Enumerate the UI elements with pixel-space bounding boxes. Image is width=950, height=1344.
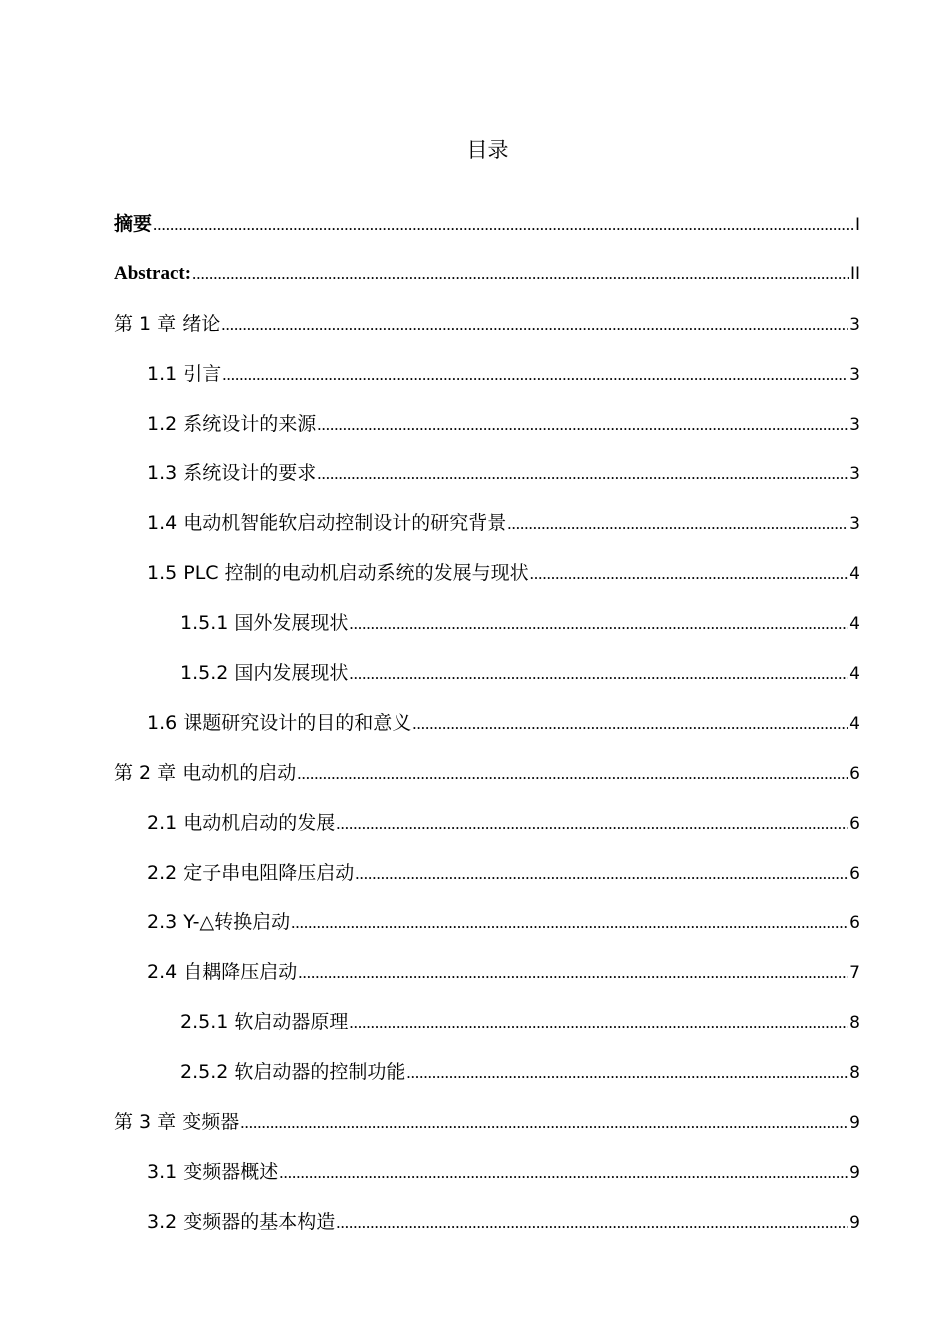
toc-entry-1-6[interactable] [0,709,950,759]
toc-entry-label: 第 3 章 变频器 [114,1111,240,1134]
toc-entry-chapter-2[interactable] [0,759,950,809]
toc-dot-leader [530,560,849,588]
toc-entry-2-5-2[interactable] [0,1058,950,1108]
toc-dot-leader [291,909,848,937]
toc-entry-1-1[interactable] [0,360,950,410]
toc-page-number: 6 [849,863,860,884]
toc-entry-label: 2.3 Y-△转换启动 [147,911,291,934]
toc-dot-leader [355,860,848,888]
toc-dot-leader [349,1009,848,1037]
toc-dot-leader [221,311,848,339]
toc-dot-leader [279,1159,848,1187]
toc-page-number: 8 [849,1013,860,1034]
toc-page-number: 8 [849,1063,860,1084]
toc-entry-1-5-1[interactable] [0,609,950,659]
toc-entry-label: 摘要 [114,213,153,235]
toc-entry-1-3[interactable] [0,459,950,509]
toc-dot-leader [298,959,848,987]
toc-entry-label: 2.5.2 软启动器的控制功能 [180,1061,406,1084]
toc-page-number: 3 [849,364,860,385]
toc-entry-label: 1.4 电动机智能软启动控制设计的研究背景 [147,512,507,535]
toc-page-number: 3 [849,414,860,435]
toc-dot-leader [222,361,848,389]
toc-entry-1-5[interactable] [0,559,950,609]
toc-entry-label: 3.2 变频器的基本构造 [147,1210,336,1233]
toc-page-number: 3 [849,514,860,535]
toc-page-number: 9 [849,1162,860,1183]
toc-page-number: I [854,215,860,235]
toc-dot-leader [406,1059,848,1087]
toc-dot-leader [412,710,848,738]
toc-entry-abstract-en[interactable] [0,260,950,310]
toc-page-number: 6 [849,763,860,784]
toc-entry-2-2[interactable] [0,859,950,909]
toc-entry-3-2[interactable] [0,1208,950,1258]
toc-page-number: 3 [849,464,860,485]
table-of-contents [0,210,950,1258]
toc-page-number: 4 [849,614,860,635]
toc-page-number: 4 [849,664,860,685]
toc-dot-leader [336,1209,848,1237]
toc-entry-label: 1.3 系统设计的要求 [147,462,317,485]
toc-entry-chapter-1[interactable] [0,310,950,360]
toc-dot-leader [153,211,854,239]
toc-entry-2-5-1[interactable] [0,1008,950,1058]
toc-page-number: 4 [849,713,860,734]
toc-entry-label: 1.5.1 国外发展现状 [180,612,349,635]
toc-entry-label: 1.5.2 国内发展现状 [180,662,349,685]
toc-page-number: II [849,263,860,284]
toc-page-number: 6 [849,813,860,834]
toc-entry-label: 第 2 章 电动机的启动 [114,761,297,784]
toc-page-number: 9 [849,1113,860,1134]
toc-entry-label: 2.1 电动机启动的发展 [147,811,336,834]
toc-entry-abstract-cn[interactable] [0,210,950,260]
toc-entry-1-2[interactable] [0,410,950,460]
toc-page-number: 9 [849,1212,860,1233]
toc-entry-chapter-3[interactable] [0,1108,950,1158]
toc-dot-leader [336,810,848,838]
toc-entry-2-1[interactable] [0,809,950,859]
toc-dot-leader [349,660,848,688]
toc-dot-leader [317,460,848,488]
toc-dot-leader [240,1109,848,1137]
toc-dot-leader [349,610,848,638]
toc-dot-leader [507,510,848,538]
toc-entry-1-5-2[interactable] [0,659,950,709]
toc-entry-label: 2.4 自耦降压启动 [147,961,298,984]
toc-page-number: 6 [849,913,860,934]
toc-entry-label: 1.6 课题研究设计的目的和意义 [147,711,412,734]
toc-entry-label: 1.1 引言 [147,362,222,385]
toc-dot-leader [317,411,848,439]
toc-entry-label: 2.5.1 软启动器原理 [180,1011,349,1034]
toc-dot-leader [192,260,849,288]
toc-entry-2-3[interactable] [0,908,950,958]
toc-entry-3-1[interactable] [0,1158,950,1208]
toc-entry-2-4[interactable] [0,958,950,1008]
toc-entry-label: 第 1 章 绪论 [114,312,221,335]
toc-page-number: 3 [849,314,860,335]
toc-page-number: 7 [849,963,860,984]
toc-entry-label: Abstract: [114,262,192,284]
toc-page-number: 4 [849,564,860,585]
toc-entry-label: 1.5 PLC 控制的电动机启动系统的发展与现状 [147,562,529,585]
toc-entry-label: 2.2 定子串电阻降压启动 [147,861,355,884]
page-title: 目录 [466,138,509,162]
toc-dot-leader [297,760,848,788]
toc-entry-1-4[interactable] [0,509,950,559]
toc-entry-label: 1.2 系统设计的来源 [147,412,317,435]
toc-entry-label: 3.1 变频器概述 [147,1160,279,1183]
